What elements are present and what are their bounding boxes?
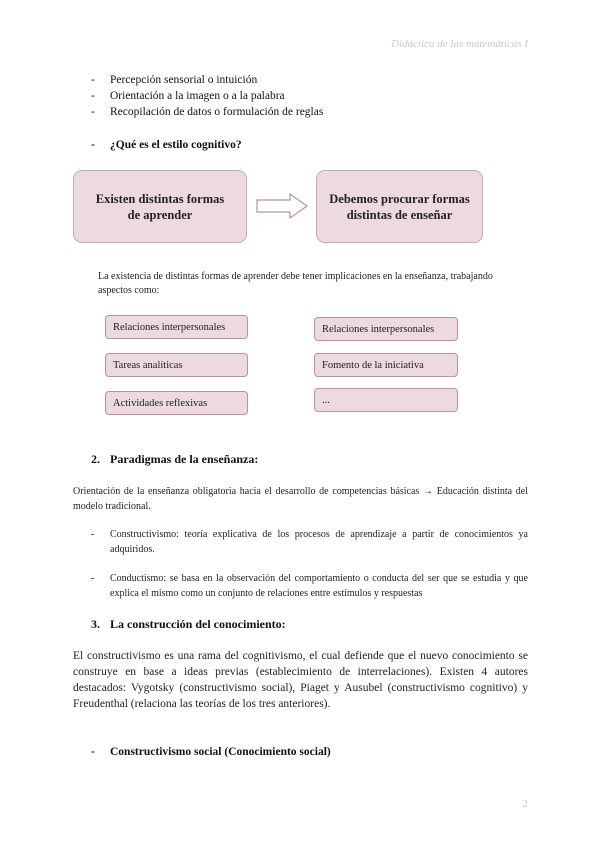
list-item-text: Constructivismo: teoría explicativa de los procesos de aprendizaje a partir de conocimientos ya adquiridos. <box>110 529 528 555</box>
list-item-text: Constructivismo social (Conocimiento social) <box>110 746 331 758</box>
aspect-box: ... <box>314 388 458 412</box>
right-arrow-icon <box>256 193 308 219</box>
section-title: Paradigmas de la enseñanza: <box>110 452 259 466</box>
section-title: La construcción del conocimiento: <box>110 617 286 631</box>
aspect-box: Actividades reflexivas <box>105 391 248 415</box>
cognitive-question <box>91 137 531 153</box>
running-header: Didáctica de las matemáticas I <box>391 38 528 50</box>
list-item-text: Conductismo: se basa en la observación del comportamiento o conducta del ser que se estudia y que explica el mismo como un conjunto de relaciones entre estímulos y respuestas <box>110 573 528 599</box>
section-intro: Orientación de la enseñanza obligatoria hacia el desarrollo de competencias básicas → Educación distinta del modelo tradicional. <box>73 486 528 512</box>
teaching-forms-box: Debemos procurar formas distintas de enseñar <box>316 170 483 243</box>
aspect-box: Relaciones interpersonales <box>105 315 248 339</box>
aspect-box: Tareas analíticas <box>105 353 248 377</box>
section-heading <box>91 617 531 633</box>
section-number: 3. <box>91 617 100 631</box>
bullet-dash: - <box>91 573 95 584</box>
implications-text: La existencia de distintas formas de aprender debe tener implicaciones en la enseñanza, trabajando aspectos como: <box>98 271 493 296</box>
aspect-box: Fomento de la iniciativa <box>314 353 458 377</box>
bullet-dash: - <box>91 139 95 151</box>
list-item <box>91 88 531 104</box>
bullet-dash: - <box>91 90 95 102</box>
section-number: 2. <box>91 452 100 466</box>
list-item <box>91 527 528 559</box>
list-item <box>91 72 531 88</box>
page-number: 2 <box>522 798 528 810</box>
list-item <box>91 571 528 603</box>
cognitive-question-text: ¿Qué es el estilo cognitivo? <box>110 139 242 151</box>
list-item-text: Recopilación de datos o formulación de reglas <box>110 106 324 118</box>
list-item <box>91 104 531 120</box>
bullet-dash: - <box>91 529 95 540</box>
bullet-dash: - <box>91 746 95 758</box>
list-item <box>91 744 531 760</box>
list-item-text: Orientación a la imagen o a la palabra <box>110 90 285 102</box>
section-heading <box>91 452 531 468</box>
list-item-text: Percepción sensorial o intuición <box>110 74 258 86</box>
bullet-dash: - <box>91 106 95 118</box>
construction-paragraph: El constructivismo es una rama del cognitivismo, el cual defiende que el nuevo conocimiento se construye en base a ideas previas (establecimiento de interrelaciones). Existen 4 autores destacados: Vygotsky (constructivismo social), Piaget y Ausubel (constructivismo cognitivo) y Freudenthal (relaciona las teorías de los tres anteriores). <box>73 650 528 710</box>
learning-forms-box: Existen distintas formas de aprender <box>73 170 247 243</box>
aspect-box: Relaciones interpersonales <box>314 317 458 341</box>
bullet-dash: - <box>91 74 95 86</box>
